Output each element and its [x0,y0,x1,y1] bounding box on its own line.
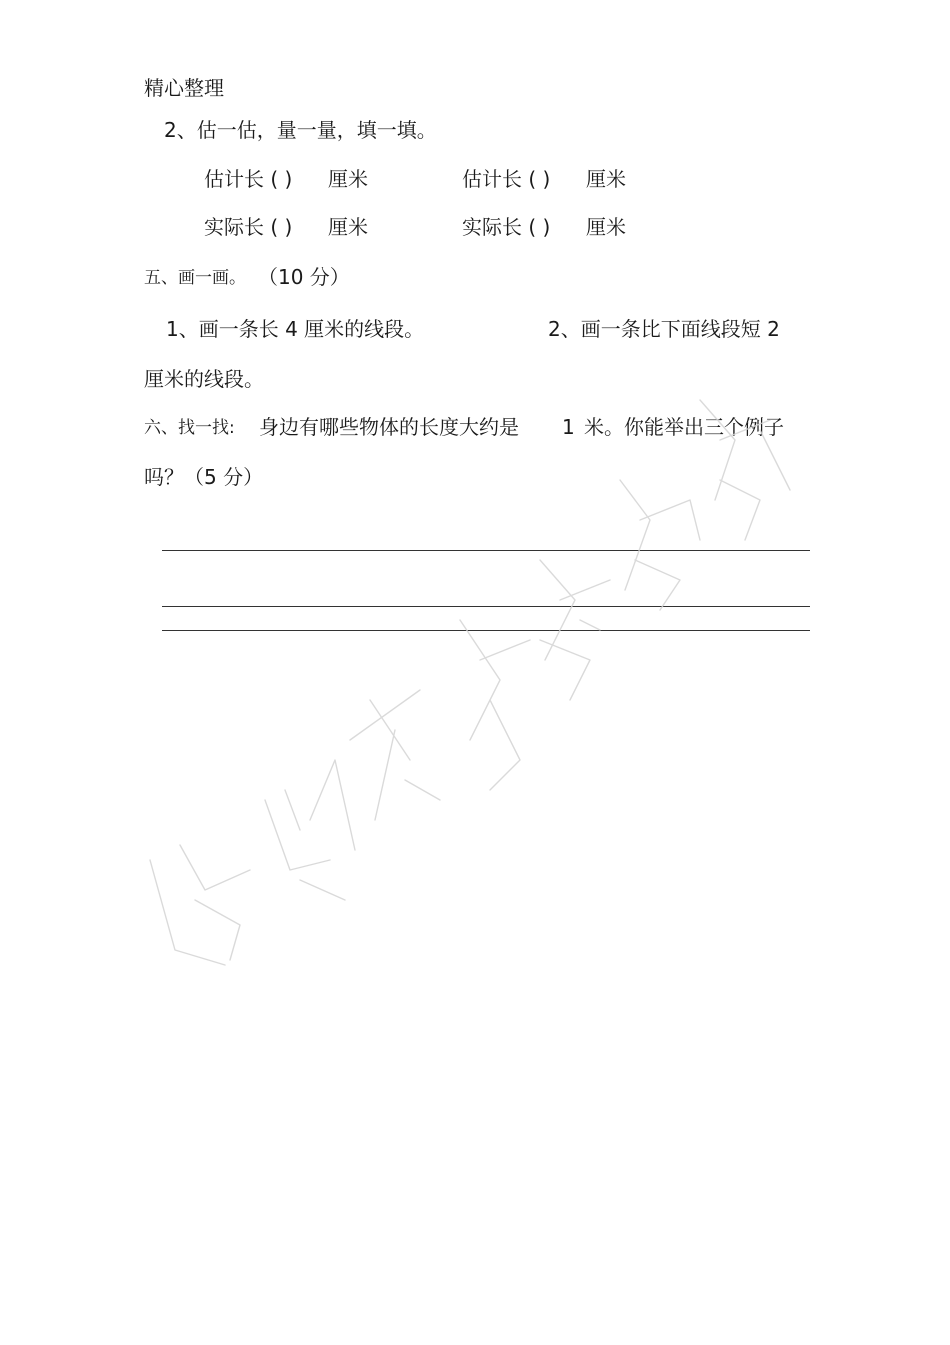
estimate-right-unit: 厘米 [586,167,626,191]
answer-line-3[interactable] [162,630,810,631]
section5-heading: 五、画一画。 [144,268,246,288]
answer-line-2[interactable] [162,606,810,607]
estimate-left-label: 估计长 ( ) [204,167,293,191]
section5-item2: 2、画一条比下面线段短 2 [548,317,780,341]
section6-question-rest: 米。你能举出三个例子 [584,415,784,439]
section6-question-continued: 吗？（5 分） [144,465,264,489]
answer-line-1[interactable] [162,550,810,551]
section6-heading: 六、找一找: [144,418,235,438]
actual-left-unit: 厘米 [328,215,368,239]
section5-score: （10 分） [258,265,350,289]
section5-item2-continued: 厘米的线段。 [144,367,264,391]
q2-title: 2、估一估，量一量，填一填。 [164,118,437,142]
estimate-left-unit: 厘米 [328,167,368,191]
page-title: 精心整理 [144,76,224,100]
section5-item1: 1、画一条长 4 厘米的线段。 [166,317,425,341]
section6-question: 身边有哪些物体的长度大约是 [259,415,519,439]
actual-left-label: 实际长 ( ) [204,215,293,239]
actual-right-unit: 厘米 [586,215,626,239]
section6-value: 1 [562,415,575,439]
actual-right-label: 实际长 ( ) [462,215,551,239]
estimate-right-label: 估计长 ( ) [462,167,551,191]
